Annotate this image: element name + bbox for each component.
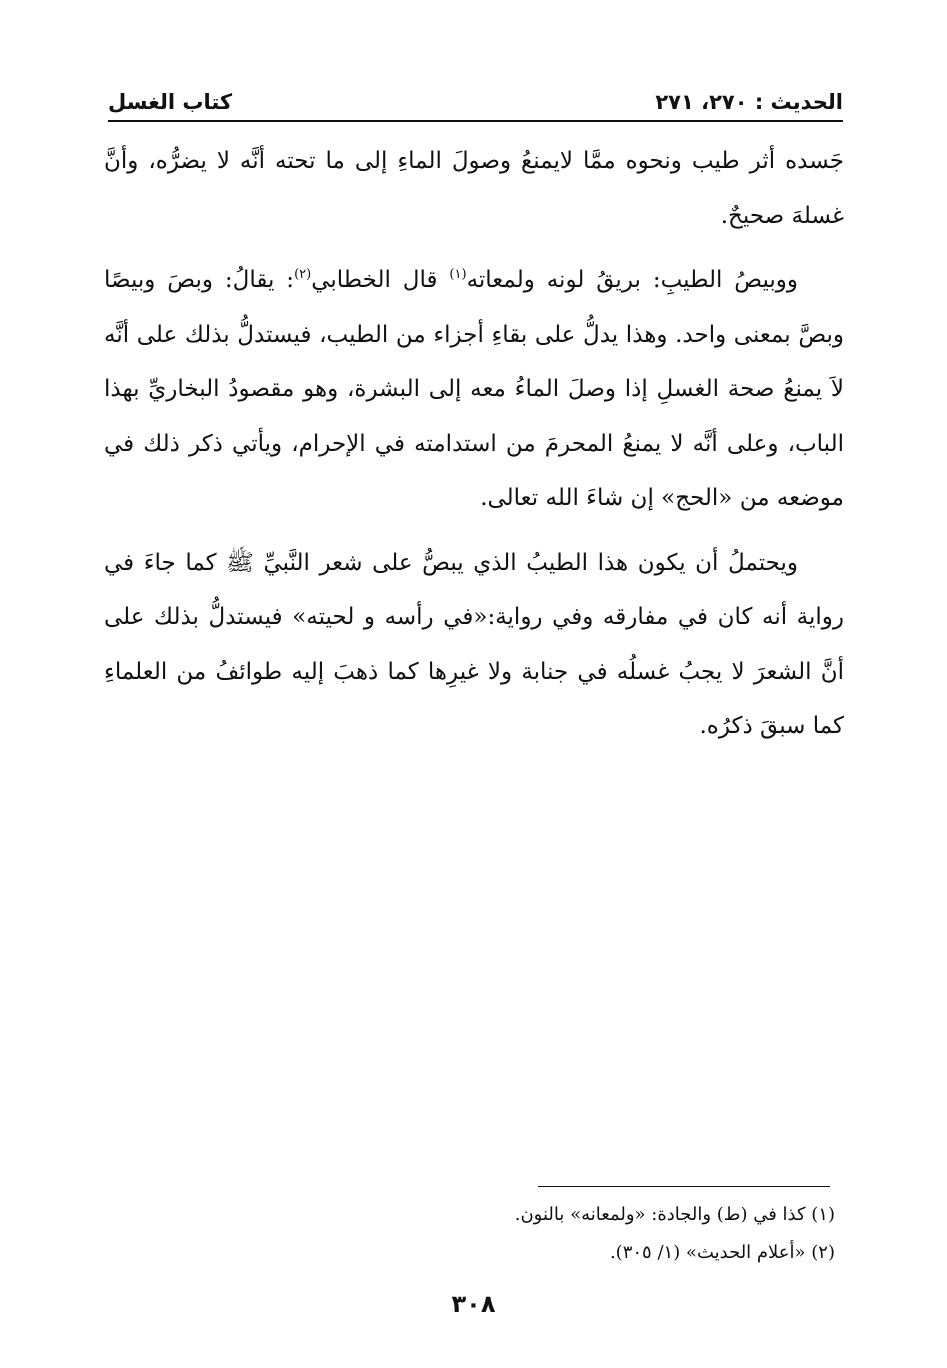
footnote-1: (١) كذا في (ط) والجادة: «ولمعانه» بالنون. [514,1204,835,1225]
footnote-ref-1[interactable]: (١) [449,267,467,282]
paragraph-2-rest: : يقالُ: وبصَ وبيصًا وبصَّ بمعنى واحد. وهذا يدلُّ على بقاءِ أجزاء من الطيب، فيستدلُّ بذلك على أنَّه لاَ يمنعُ صحة الغسلِ إذا وصلَ الماءُ معه إلى البشرة، وهو مقصودُ البخاريِّ بهذا الباب، وعلى أنَّه لا يمنعُ المحرمَ من استدامته في الإحرام، ويأتي ذكر ذلك في موضعه من «الحج» إن شاءَ الله تعالى. [104,267,844,511]
page-number: ٣٠٨ [451,1290,496,1318]
paragraph-3: ويحتملُ أن يكون هذا الطيبُ الذي يبصُّ على شعر النَّبيِّ ﷺ كما جاءَ في رواية أنه كان في مفارقه وفي رواية:«في رأسه و لحيته» فيستدلُّ بذلك على أنَّ الشعرَ لا يجبُ غسلُه في جنابة ولا غيرِها كما ذهبَ إليه طوائفُ من العلماءِ كما سبقَ ذكرُه. [104,549,844,739]
hadith-number-label: الحديث : ٢٧٠، ٢٧١ [655,90,843,114]
header-rule [108,120,843,122]
footnote-separator [538,1186,830,1187]
paragraph-1: جَسده أثر طيب ونحوه ممَّا لايمنعُ وصولَ الماءِ إلى ما تحته أنَّه لا يضرُّه، وأنَّ غسلهَ صحيحٌ. [104,148,844,229]
footnote-2: (٢) «أعلام الحديث» (١/ ٣٠٥). [609,1242,835,1263]
paragraph-2-lead: ووبيصُ الطيبِ: بريقُ لونه ولمعاته [466,267,798,293]
main-text [104,134,844,754]
footnotes [115,1196,835,1272]
footnote-ref-2[interactable]: (٢) [294,267,312,282]
paragraph-2 [104,253,844,526]
running-header [108,82,843,116]
book-chapter-title: كتاب الغسل [108,90,233,114]
paragraph-2-mid: قال الخطابي [311,267,450,293]
